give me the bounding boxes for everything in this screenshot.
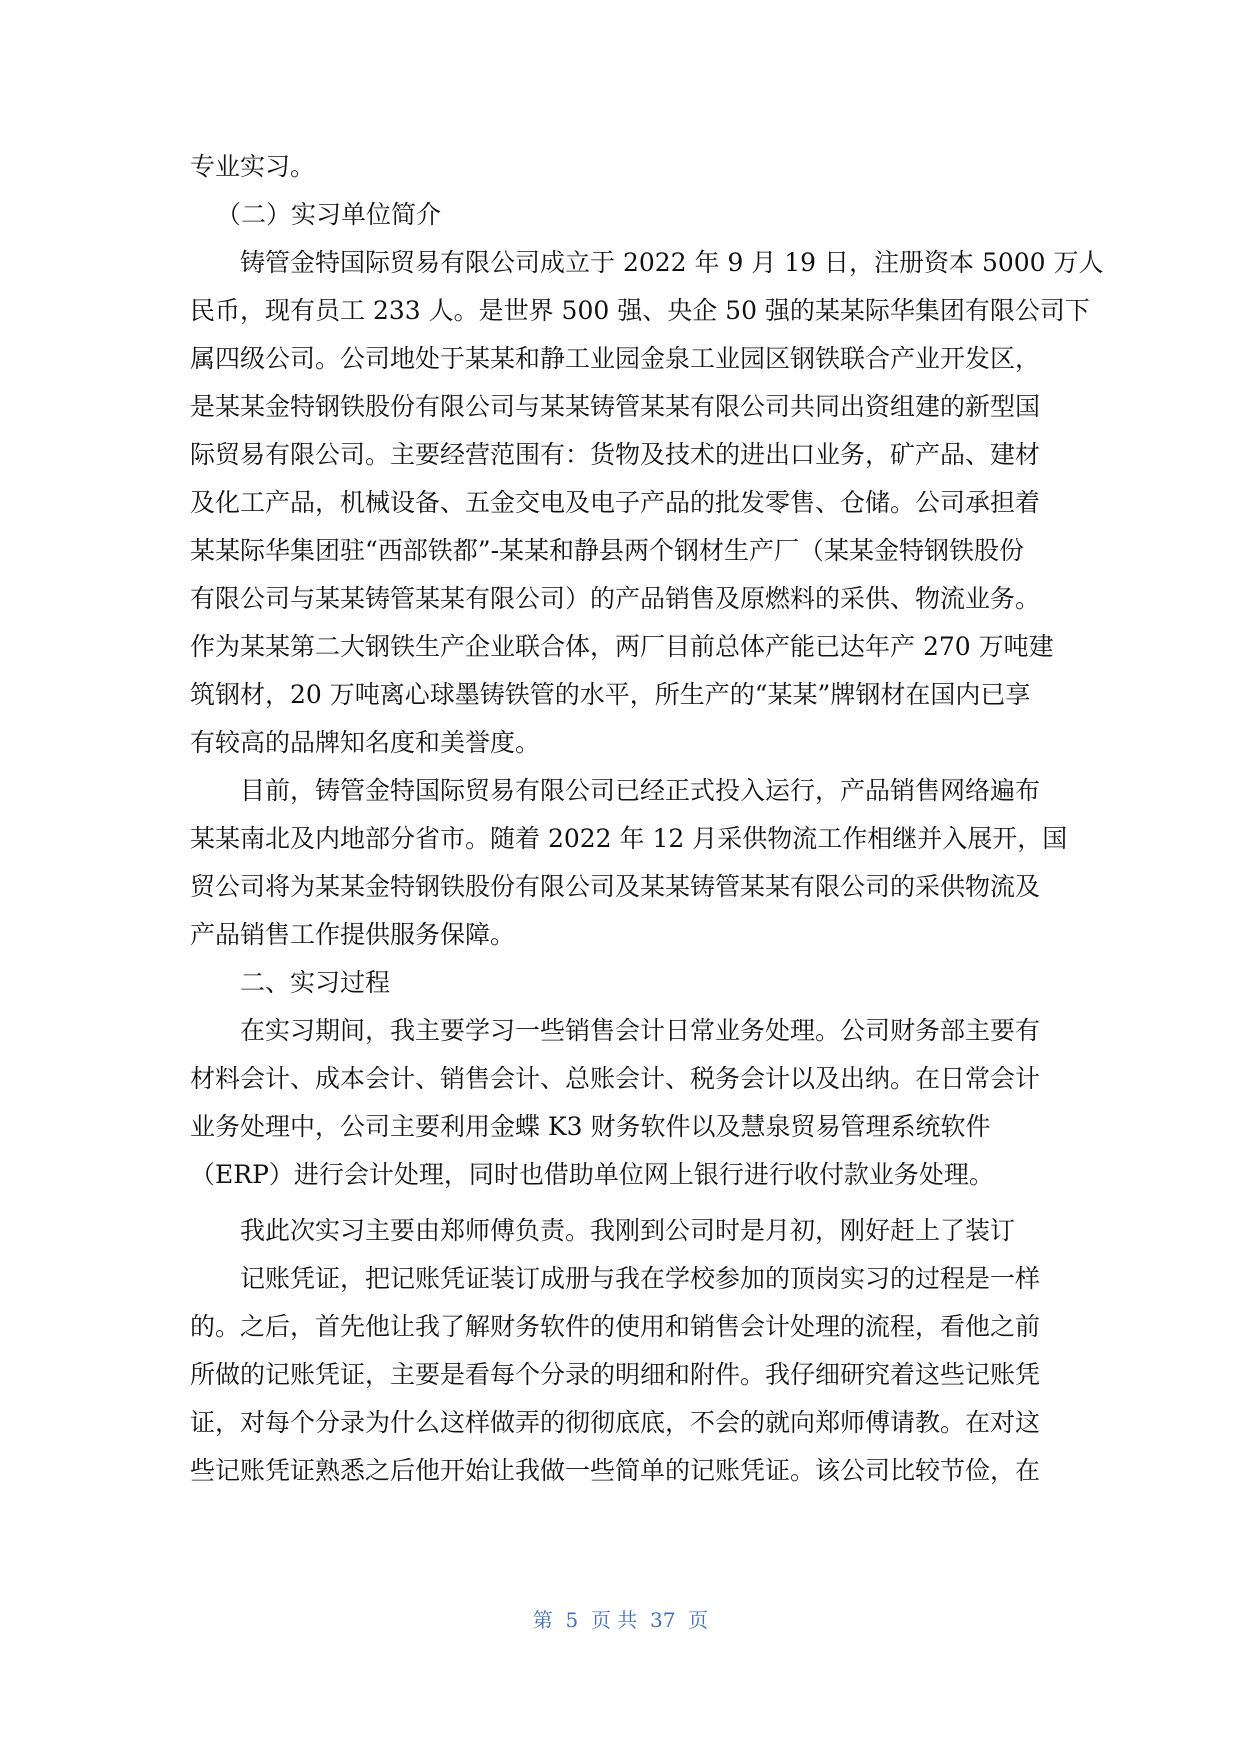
text-line: 铸管金特国际贸易有限公司成立于 2022 年 9 月 19 日，注册资本 5000 万人 — [240, 248, 1104, 277]
text-line: 某某际华集团驻“西部铁都”-某某和静县两个钢材生产厂（某某金特钢铁股份 — [190, 536, 1025, 565]
text-line: 我此次实习主要由郑师傅负责。我刚到公司时是月初，刚好赶上了装订 — [240, 1216, 1016, 1245]
text-line: 某某南北及内地部分省市。随着 2022 年 12 月采供物流工作相继并入展开，国 — [190, 824, 1068, 853]
text-line: 际贸易有限公司。主要经营范围有：货物及技术的进出口业务，矿产品、建材 — [190, 440, 1041, 469]
page-number: 第 5 页 共 37 页 — [532, 1608, 709, 1632]
text-line: 专业实习。 — [190, 152, 316, 181]
text-line: 贸公司将为某某金特钢铁股份有限公司及某某铸管某某有限公司的采供物流及 — [190, 872, 1041, 901]
text-line: 的。之后，首先他让我了解财务软件的使用和销售会计处理的流程，看他之前 — [190, 1312, 1041, 1341]
text-line: 记账凭证，把记账凭证装订成册与我在学校参加的顶岗实习的过程是一样 — [240, 1264, 1041, 1293]
text-line: 产品销售工作提供服务保障。 — [190, 920, 516, 949]
text-line: 证，对每个分录为什么这样做弄的彻彻底底，不会的就向郑师傅请教。在对这 — [190, 1408, 1041, 1437]
text-line: 有限公司与某某铸管某某有限公司）的产品销售及原燃料的采供、物流业务。 — [190, 584, 1041, 613]
text-line: 属四级公司。公司地处于某某和静工业园金泉工业园区钢铁联合产业开发区， — [190, 344, 1041, 373]
text-line: 业务处理中，公司主要利用金蝶 K3 财务软件以及慧泉贸易管理系统软件 — [190, 1112, 991, 1141]
section-heading: （二）实习单位简介 — [216, 200, 442, 229]
text-line: 民币，现有员工 233 人。是世界 500 强、央企 50 强的某某际华集团有限公司下 — [190, 296, 1090, 325]
text-line: 所做的记账凭证，主要是看每个分录的明细和附件。我仔细研究着这些记账凭 — [190, 1360, 1041, 1389]
section-heading: 二、实习过程 — [240, 968, 391, 997]
text-line: 筑钢材，20 万吨离心球墨铸铁管的水平，所生产的“某某”牌钢材在国内已享 — [190, 680, 1031, 709]
text-line: （ERP）进行会计处理，同时也借助单位网上银行进行收付款业务处理。 — [190, 1160, 994, 1189]
text-line: 是某某金特钢铁股份有限公司与某某铸管某某有限公司共同出资组建的新型国 — [190, 392, 1041, 421]
text-line: 有较高的品牌知名度和美誉度。 — [190, 728, 541, 757]
text-line: 些记账凭证熟悉之后他开始让我做一些简单的记账凭证。该公司比较节俭，在 — [190, 1456, 1041, 1485]
text-line: 材料会计、成本会计、销售会计、总账会计、税务会计以及出纳。在日常会计 — [190, 1064, 1041, 1093]
text-line: 目前，铸管金特国际贸易有限公司已经正式投入运行，产品销售网络遍布 — [240, 776, 1041, 805]
text-line: 及化工产品，机械设备、五金交电及电子产品的批发零售、仓储。公司承担着 — [190, 488, 1041, 517]
text-line: 作为某某第二大钢铁生产企业联合体，两厂目前总体产能已达年产 270 万吨建 — [190, 632, 1054, 661]
text-line: 在实习期间，我主要学习一些销售会计日常业务处理。公司财务部主要有 — [240, 1016, 1041, 1045]
